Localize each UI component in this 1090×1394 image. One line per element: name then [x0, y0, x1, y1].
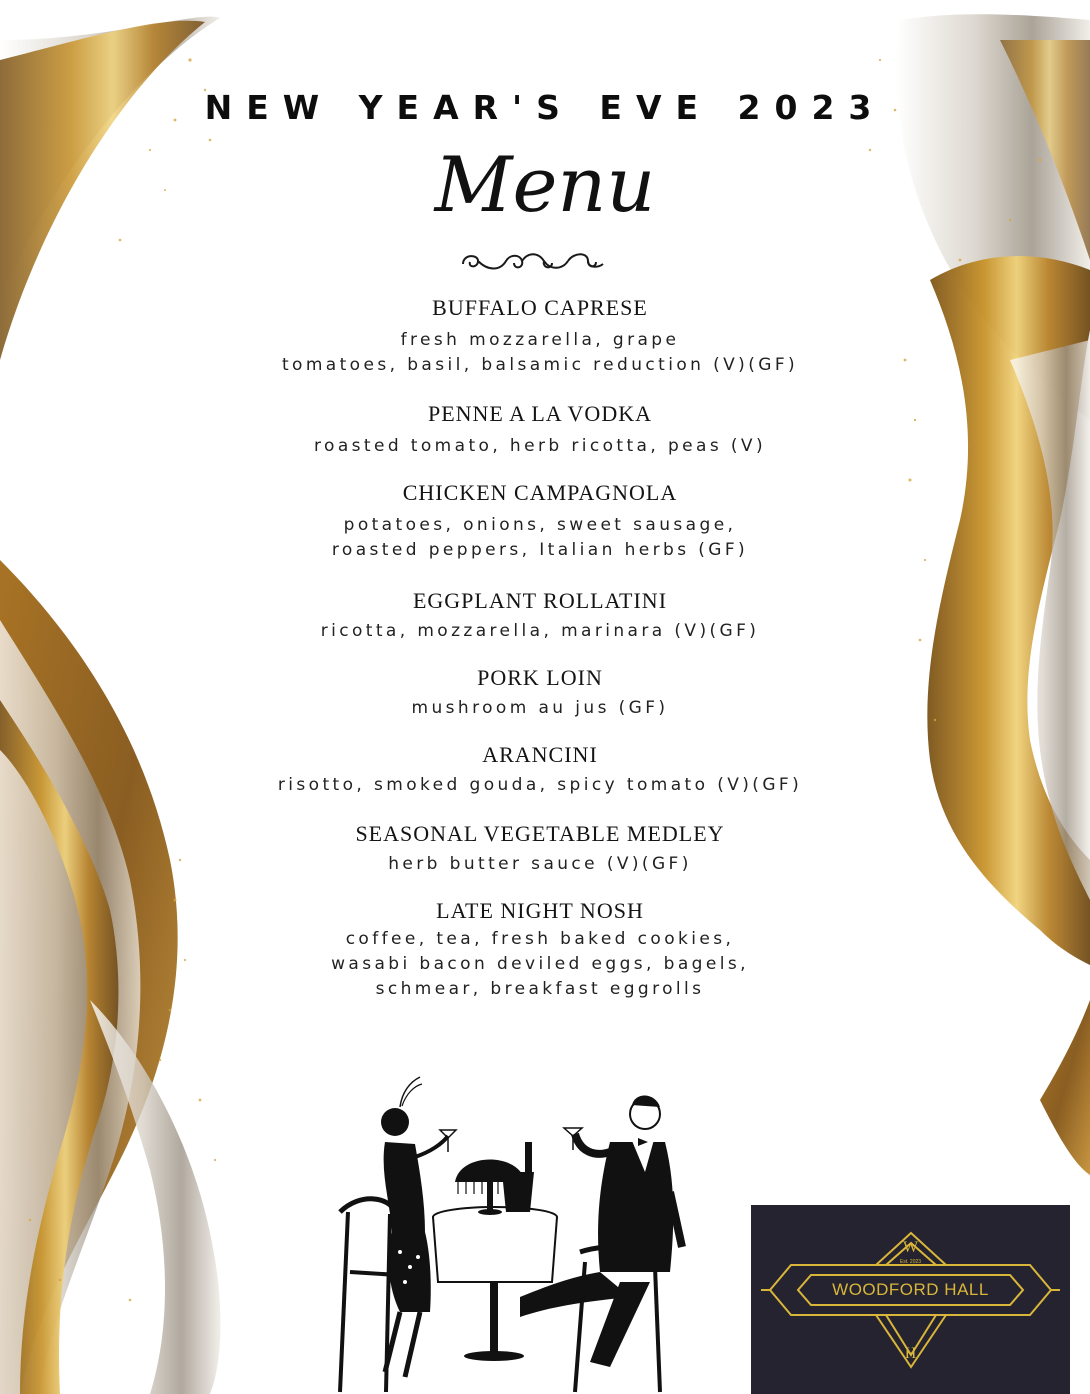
art-deco-couple-at-table-illustration — [330, 1072, 700, 1394]
logo-est-text: Est. 2023 — [899, 1259, 922, 1265]
menu-item-description: potatoes, onions, sweet sausage, roasted peppers, Italian herbs (GF) — [331, 515, 749, 560]
menu-item-description: coffee, tea, fresh baked cookies, wasabi bacon deviled eggs, bagels, schmear, breakfast eggrolls — [331, 929, 749, 999]
menu-item-name: CHICKEN CAMPAGNOLA — [402, 480, 678, 505]
menu-item-name: EGGPLANT ROLLATINI — [412, 588, 668, 613]
menu-item-description: ricotta, mozzarella, marinara (V)(GF) — [320, 621, 760, 641]
menu-item-name: SEASONAL VEGETABLE MEDLEY — [355, 821, 725, 846]
menu-item-name: BUFFALO CAPRESE — [432, 295, 648, 320]
menu-item-name: ARANCINI — [482, 742, 598, 767]
menu-item — [0, 585, 1080, 644]
menu-item-name: LATE NIGHT NOSH — [436, 898, 644, 923]
menu-item — [0, 662, 1080, 721]
woodford-hall-logo — [751, 1205, 1070, 1394]
ornamental-flourish-icon — [458, 246, 608, 276]
logo-top-letter: W — [902, 1239, 919, 1256]
menu-item — [0, 818, 1080, 877]
event-headline: NEW YEAR'S EVE 2023 — [204, 88, 886, 127]
menu-item-description: roasted tomato, herb ricotta, peas (V) — [314, 436, 766, 456]
menu-list — [0, 292, 1080, 1002]
menu-item-description: fresh mozzarella, grape tomatoes, basil, balsamic reduction (V)(GF) — [281, 330, 799, 375]
menu-item — [0, 292, 1080, 378]
menu-item-description: risotto, smoked gouda, spicy tomato (V)(GF) — [277, 775, 803, 795]
menu-item — [0, 398, 1080, 459]
menu-item-description: mushroom au jus (GF) — [411, 698, 669, 718]
menu-item — [0, 739, 1080, 798]
menu-item — [0, 477, 1080, 563]
menu-item-name: PENNE A LA VODKA — [427, 401, 652, 426]
menu-item-name: PORK LOIN — [477, 665, 603, 690]
logo-name: WOODFORD HALL — [832, 1280, 989, 1299]
menu-item-description: herb butter sauce (V)(GF) — [388, 854, 692, 874]
menu-script-title: Menu — [434, 140, 656, 229]
menu-item — [0, 895, 1080, 1002]
logo-bottom-letter: H — [904, 1345, 917, 1362]
